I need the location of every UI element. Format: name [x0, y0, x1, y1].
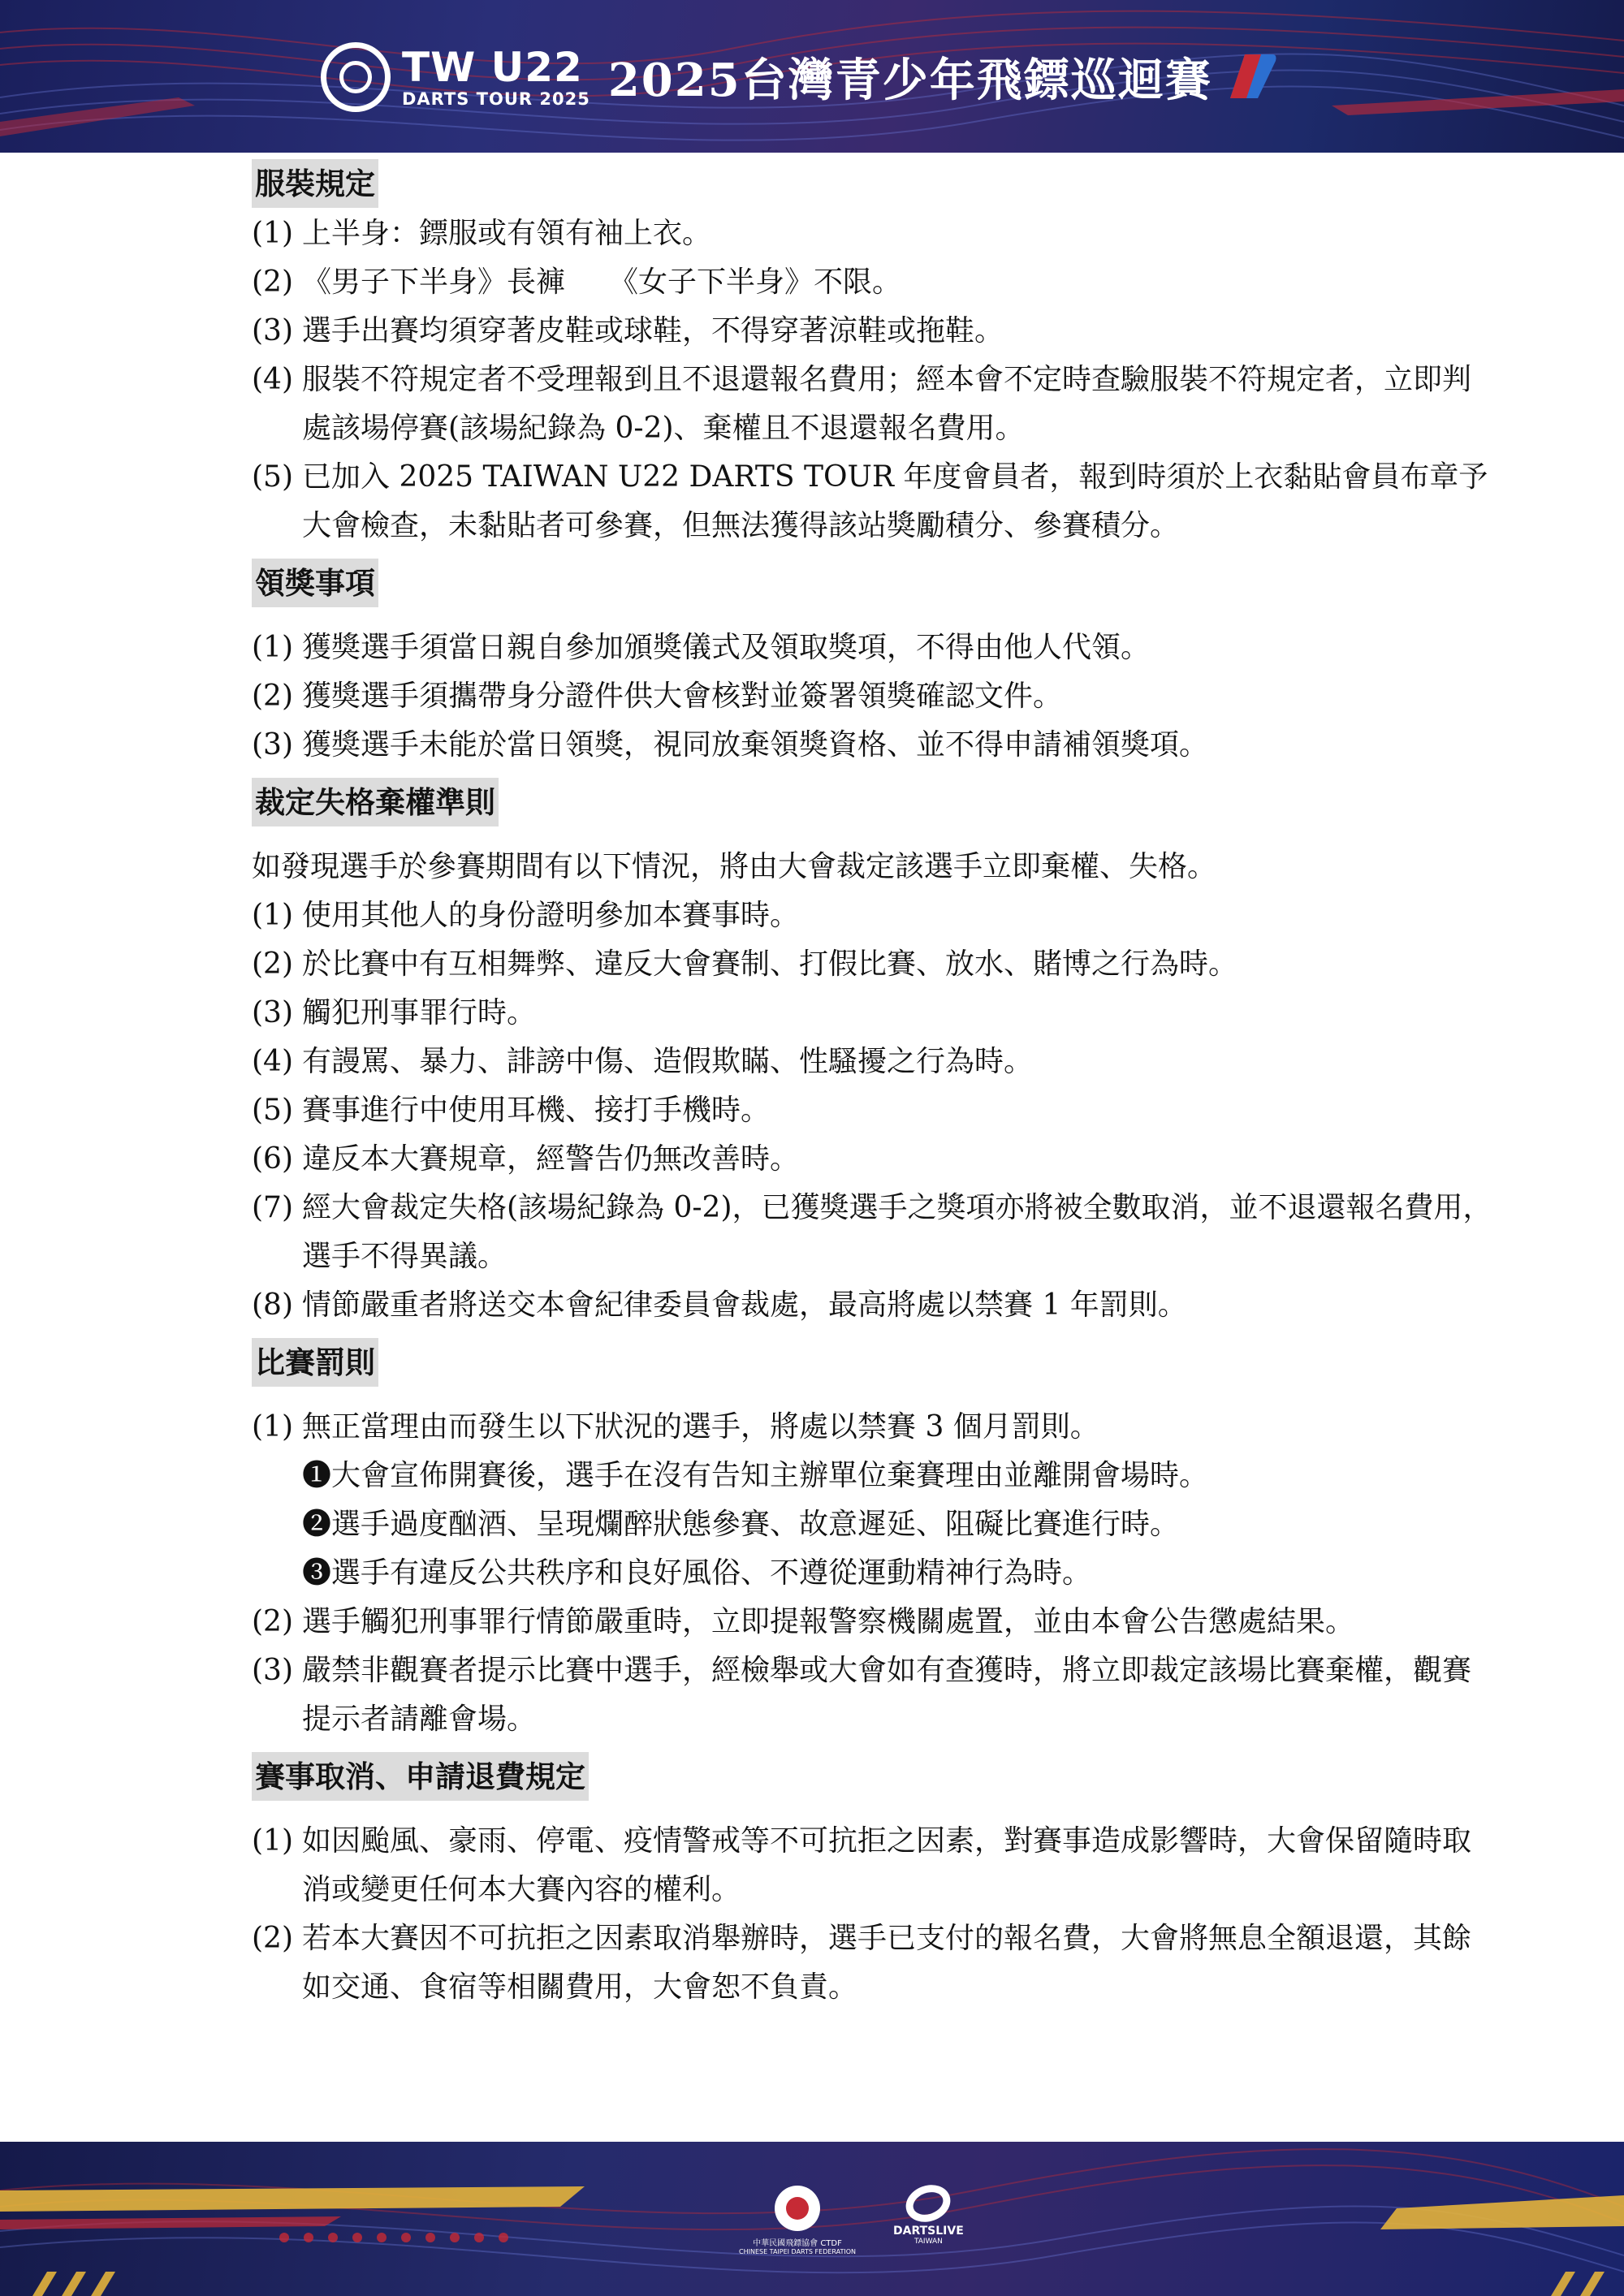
dartslive-name: DARTSLIVE	[893, 2225, 964, 2238]
item-number: (2)	[252, 1922, 293, 1955]
item-text: 於比賽中有互相舞弊、違反大會賽制、打假比賽、放水、賭博之行為時。	[302, 947, 1238, 981]
ctdf-logo	[739, 2186, 856, 2255]
sub-list-item: ❶大會宣佈開賽後，選手在沒有告知主辦單位棄賽理由並離開會場時。	[302, 1459, 1209, 1492]
item-number: (1)	[252, 1824, 293, 1858]
item-number: (4)	[252, 363, 293, 396]
item-number: (1)	[252, 899, 293, 932]
list-item	[252, 1184, 1494, 1281]
list-item	[252, 356, 1494, 453]
list-item	[252, 1914, 1494, 2012]
item-text: 嚴禁非觀賽者提示比賽中選手，經檢舉或大會如有查獲時，將立即裁定該場比賽棄權，觀賽提示者請離會場。	[302, 1654, 1472, 1736]
item-text: 已加入 2025 TAIWAN U22 DARTS TOUR 年度會員者，報到時須於上衣黏貼會員布章予大會檢查，未黏貼者可參賽，但無法獲得該站獎勵積分、參賽積分。	[302, 460, 1488, 542]
ctdf-logo-icon	[775, 2186, 820, 2231]
tw-u22-emblem-icon	[321, 42, 391, 112]
brand-main: TW U22	[402, 44, 583, 91]
list-item	[252, 1281, 1494, 1330]
section-heading: 領獎事項	[252, 559, 378, 607]
section-heading: 服裝規定	[252, 159, 378, 208]
list-item	[252, 1086, 1494, 1135]
item-text: 如因颱風、豪雨、停電、疫情警戒等不可抗拒之因素，對賽事造成影響時，大會保留隨時取消或變更任何本大賽內容的權利。	[302, 1824, 1472, 1906]
item-number: (1)	[252, 217, 293, 250]
section-penalties	[252, 1338, 1494, 1744]
item-number: (3)	[252, 314, 293, 347]
rules-content	[252, 159, 1494, 2020]
list-item	[252, 721, 1494, 770]
brand-text	[402, 45, 590, 109]
list-item	[252, 258, 1494, 307]
item-number: (3)	[252, 996, 293, 1029]
list-item	[252, 1403, 1494, 1452]
item-text: 獲獎選手須攜帶身分證件供大會核對並簽署領獎確認文件。	[302, 680, 1063, 713]
item-number: (7)	[252, 1191, 293, 1224]
item-text: 《男子下半身》長褲 《女子下半身》不限。	[302, 265, 902, 299]
list-item	[252, 891, 1494, 940]
section-lead: 如發現選手於參賽期間有以下情況，將由大會裁定該選手立即棄權、失格。	[252, 850, 1217, 883]
sub-list-item: ❸選手有違反公共秩序和良好風俗、不遵從運動精神行為時。	[302, 1556, 1092, 1590]
dartslive-logo-icon	[901, 2179, 957, 2228]
item-text: 獲獎選手未能於當日領獎，視同放棄領獎資格、並不得申請補領獎項。	[302, 728, 1209, 762]
taiwan-flag-mark-icon	[1222, 48, 1281, 106]
list-item	[252, 307, 1494, 356]
section-cancellation-refund	[252, 1752, 1494, 2012]
item-number: (2)	[252, 947, 293, 981]
list-item	[252, 1038, 1494, 1086]
sponsor-logos	[739, 2186, 964, 2255]
item-text: 選手觸犯刑事罪行情節嚴重時，立即提報警察機關處置，並由本會公告懲處結果。	[302, 1605, 1355, 1638]
list-item	[252, 1817, 1494, 1914]
list-item	[252, 453, 1494, 550]
item-number: (4)	[252, 1045, 293, 1078]
section-heading: 比賽罰則	[252, 1338, 378, 1387]
list-item	[252, 672, 1494, 721]
item-number: (3)	[252, 728, 293, 762]
section-heading: 裁定失格棄權準則	[252, 778, 499, 826]
list-item	[252, 1598, 1494, 1646]
item-number: (5)	[252, 1094, 293, 1127]
page-title: 2025台灣青少年飛鏢巡迴賽	[607, 54, 1212, 107]
item-number: (6)	[252, 1142, 293, 1176]
item-text: 若本大賽因不可抗拒之因素取消舉辦時，選手已支付的報名費，大會將無息全額退還，其餘如交通、食宿等相關費用，大會恕不負責。	[302, 1922, 1472, 2004]
footer-banner	[0, 2142, 1624, 2296]
list-item	[252, 209, 1494, 258]
item-number: (5)	[252, 460, 293, 494]
dartslive-region: TAIWAN	[914, 2238, 943, 2246]
item-text: 情節嚴重者將送交本會紀律委員會裁處，最高將處以禁賽 1 年罰則。	[302, 1288, 1187, 1322]
ctdf-english-name: CHINESE TAIPEI DARTS FEDERATION	[739, 2248, 857, 2255]
item-number: (1)	[252, 631, 293, 664]
section-award-rules	[252, 559, 1494, 770]
item-text: 違反本大賽規章，經警告仍無改善時。	[302, 1142, 800, 1176]
section-heading: 賽事取消、申請退費規定	[252, 1752, 589, 1801]
item-number: (3)	[252, 1654, 293, 1687]
item-number: (2)	[252, 680, 293, 713]
item-text: 無正當理由而發生以下狀況的選手，將處以禁賽 3 個月罰則。	[302, 1410, 1099, 1444]
list-item	[252, 1646, 1494, 1744]
list-item	[252, 1135, 1494, 1184]
item-text: 使用其他人的身份證明參加本賽事時。	[302, 899, 800, 932]
dartslive-logo	[893, 2186, 964, 2246]
item-text: 有謾罵、暴力、誹謗中傷、造假欺瞞、性騷擾之行為時。	[302, 1045, 1034, 1078]
item-text: 服裝不符規定者不受理報到且不退還報名費用；經本會不定時查驗服裝不符規定者，立即判處該場停賽(該場紀錄為 0-2)、棄權且不退還報名費用。	[302, 363, 1472, 445]
item-text: 賽事進行中使用耳機、接打手機時。	[302, 1094, 771, 1127]
list-item	[252, 624, 1494, 672]
item-number: (2)	[252, 265, 293, 299]
item-number: (8)	[252, 1288, 293, 1322]
section-dress-code	[252, 159, 1494, 550]
sub-list-item: ❷選手過度酗酒、呈現爛醉狀態參賽、故意遲延、阻礙比賽進行時。	[302, 1508, 1180, 1541]
item-text: 經大會裁定失格(該場紀錄為 0-2)，已獲獎選手之獎項亦將被全數取消，並不退還報名費用，選手不得異議。	[302, 1191, 1492, 1273]
section-disqualification-rules	[252, 778, 1494, 1330]
brand-sub: DARTS TOUR 2025	[402, 89, 590, 109]
item-text: 選手出賽均須穿著皮鞋或球鞋，不得穿著涼鞋或拖鞋。	[302, 314, 1004, 347]
ctdf-name: 中華民國飛鏢協會 CTDF	[753, 2239, 842, 2248]
header-banner	[0, 0, 1624, 153]
list-item	[252, 989, 1494, 1038]
item-number: (2)	[252, 1605, 293, 1638]
item-text: 獲獎選手須當日親自參加頒獎儀式及領取獎項，不得由他人代領。	[302, 631, 1151, 664]
item-text: 觸犯刑事罪行時。	[302, 996, 537, 1029]
list-item	[252, 940, 1494, 989]
header-brand	[321, 32, 1281, 122]
item-number: (1)	[252, 1410, 293, 1444]
item-text: 上半身：鏢服或有領有袖上衣。	[302, 217, 712, 250]
